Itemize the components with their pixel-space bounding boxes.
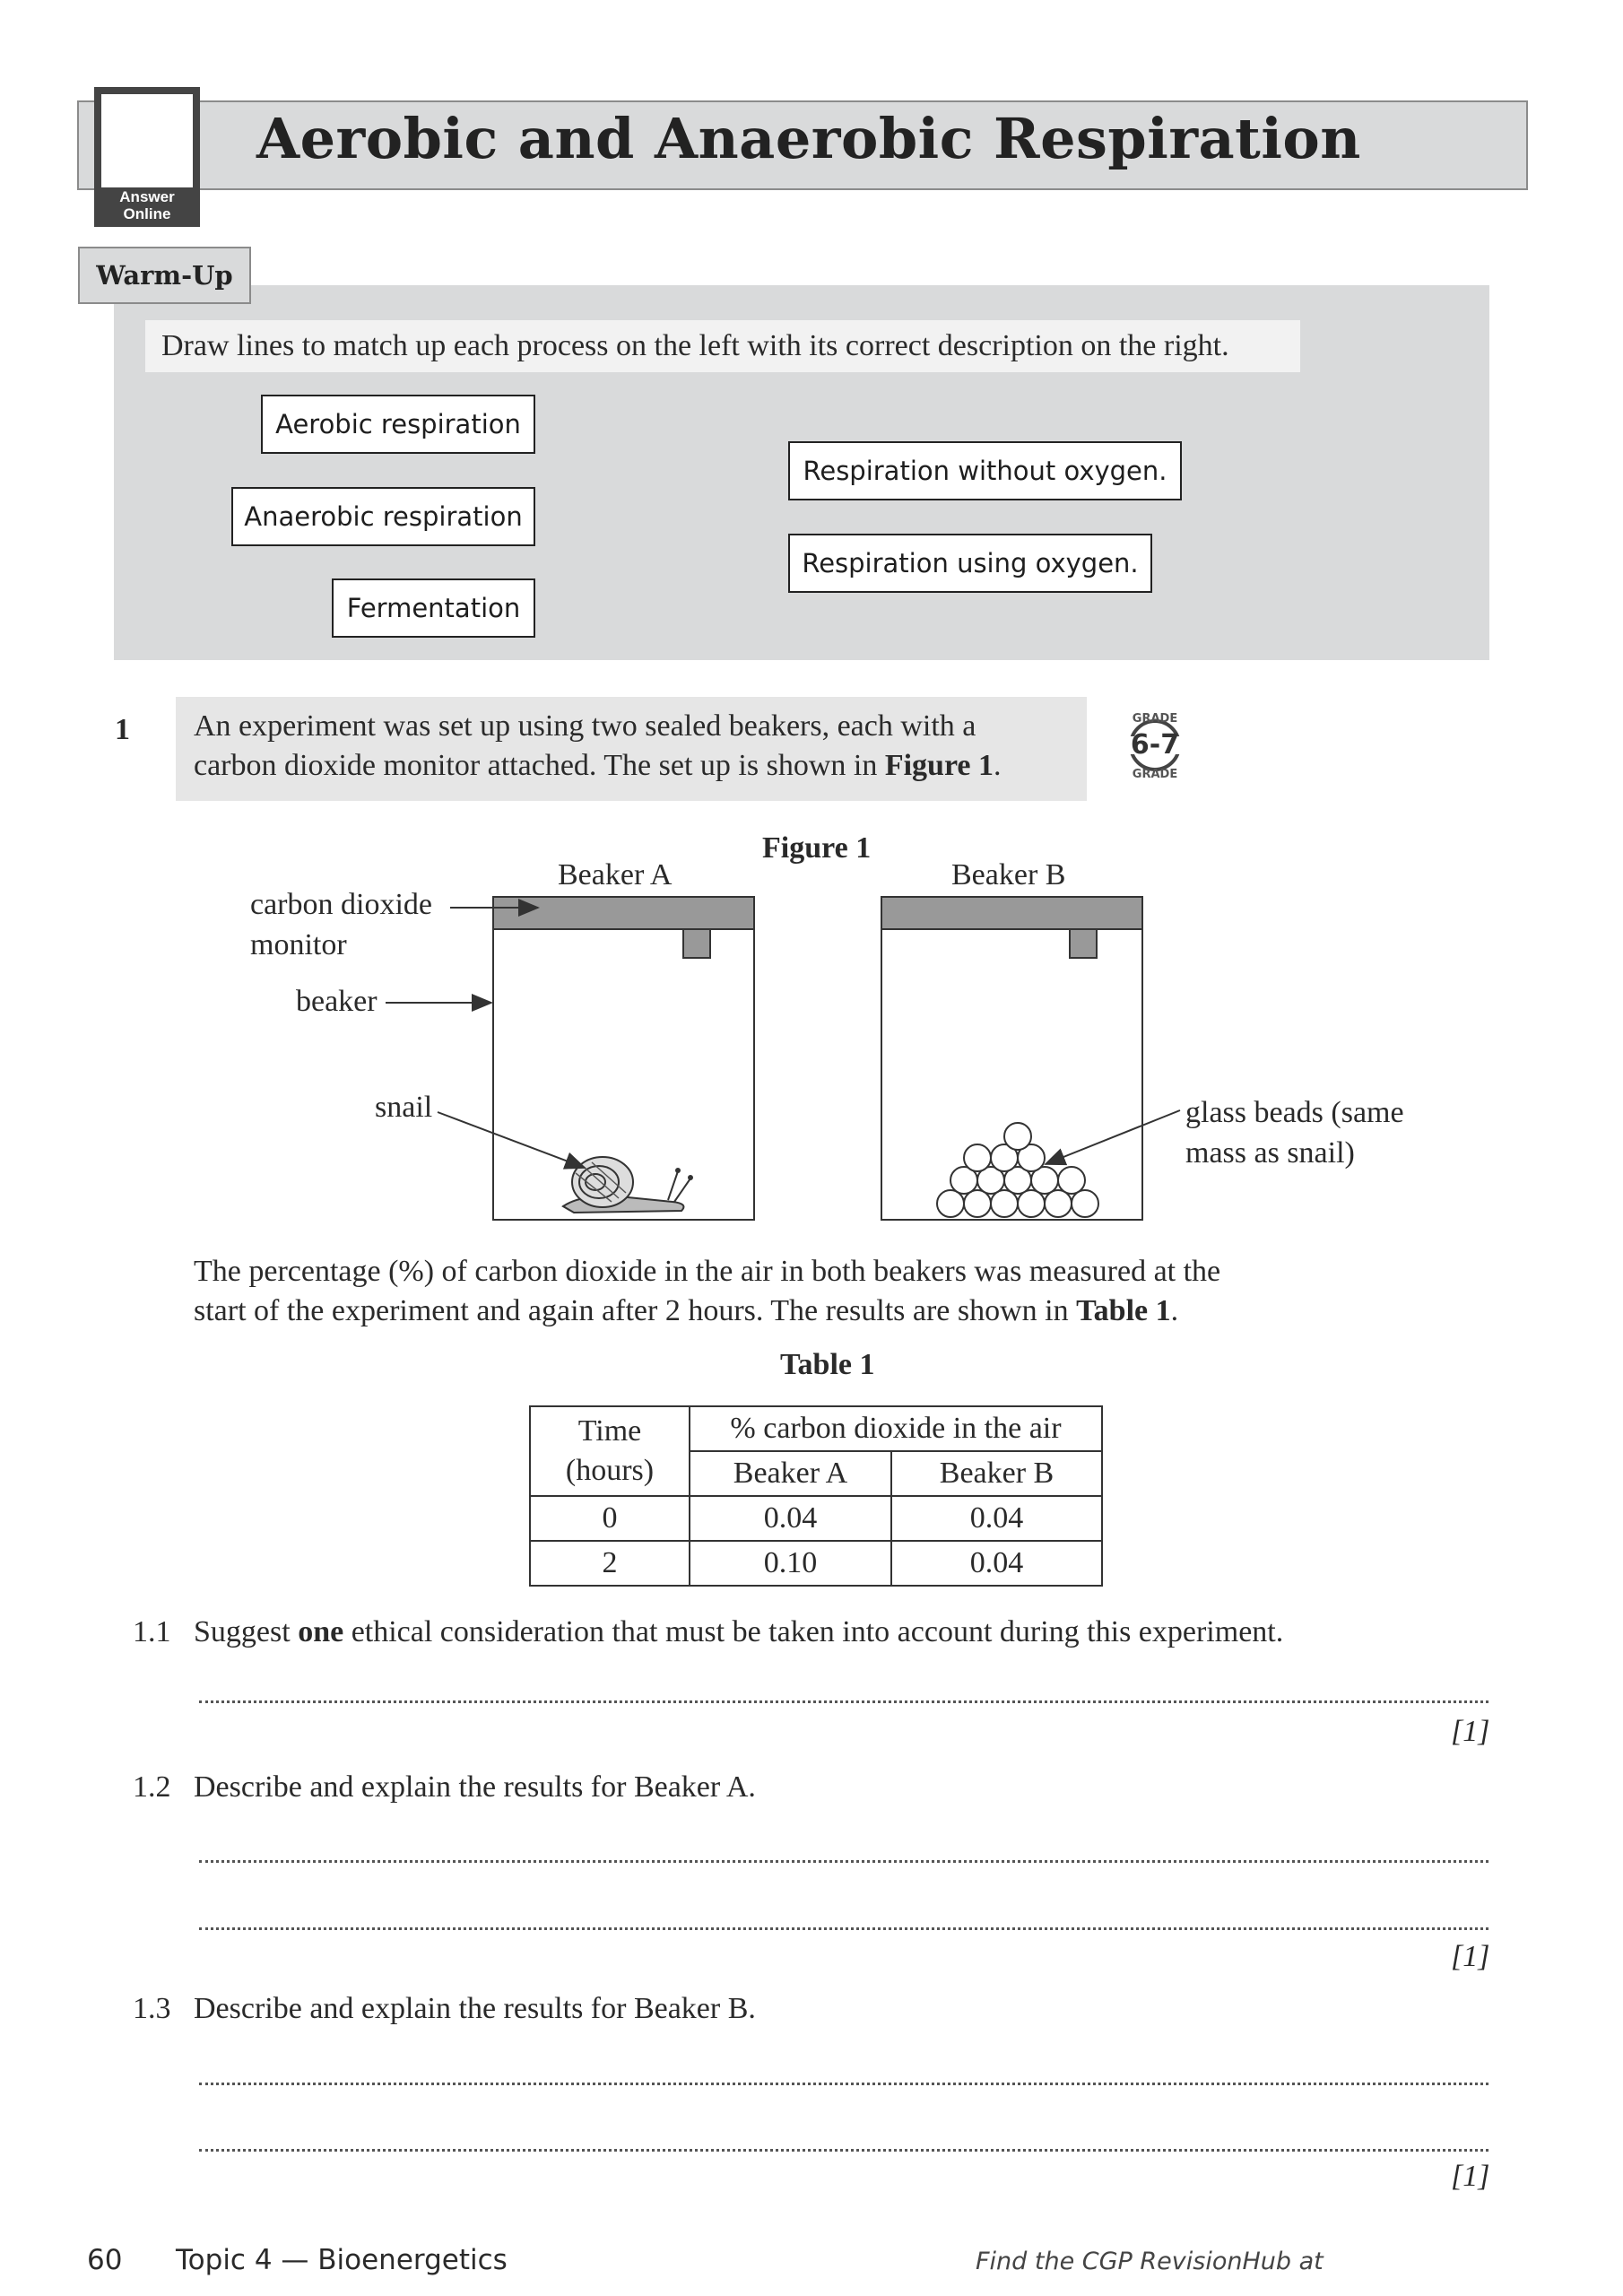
beaker-label: beaker [296, 985, 378, 1018]
results-table [529, 1405, 1103, 1587]
table-row: 2 0.10 0.04 [530, 1541, 1102, 1586]
answer-online-label: Answer Online [119, 188, 175, 222]
col-header-beaker-b: Beaker B [891, 1451, 1102, 1496]
glass-beads-label-line1: glass beads (same [1185, 1096, 1404, 1129]
mark-1-1: [1] [1451, 1715, 1490, 1748]
answer-line-1-1[interactable] [199, 1700, 1488, 1703]
time-header: Time (hours) [530, 1406, 690, 1496]
monitor-label-line1: carbon dioxide [250, 888, 432, 921]
part-1-2-number: 1.2 [133, 1770, 171, 1804]
revisionhub-note: Find the CGP RevisionHub at [976, 2248, 1324, 2275]
answer-line-1-3a[interactable] [199, 2083, 1488, 2085]
beaker-b-label: Beaker B [951, 858, 1066, 891]
figure-title: Figure 1 [762, 831, 872, 865]
table-row: 0 0.04 0.04 [530, 1496, 1102, 1541]
svg-text:GRADE: GRADE [1132, 768, 1178, 781]
part-1-3-number: 1.3 [133, 1992, 171, 2025]
warmup-tab: Warm-Up [78, 247, 251, 304]
svg-text:6-7: 6-7 [1130, 729, 1180, 761]
match-process-anaerobic[interactable]: Anaerobic respiration [231, 487, 535, 546]
beaker-a-label: Beaker A [558, 858, 673, 891]
page-number: 60 [87, 2244, 123, 2276]
answer-line-1-2b[interactable] [199, 1927, 1488, 1930]
snail-label: snail [375, 1091, 433, 1124]
warmup-instruction: Draw lines to match up each process on the left with its correct description on the right. [145, 320, 1300, 372]
part-1-1-number: 1.1 [133, 1615, 171, 1648]
match-desc-without-oxygen[interactable]: Respiration without oxygen. [788, 441, 1182, 500]
part-1-1-prompt: Suggest one ethical consideration that must be taken into account during this experiment. [194, 1615, 1284, 1648]
glass-beads-label-line2: mass as snail) [1185, 1136, 1355, 1170]
co2-group-header: % carbon dioxide in the air [690, 1406, 1102, 1451]
col-header-beaker-a: Beaker A [690, 1451, 891, 1496]
monitor-label-line2: monitor [250, 928, 347, 961]
topic-label: Topic 4 — Bioenergetics [176, 2244, 508, 2276]
part-1-3-prompt: Describe and explain the results for Beaker B. [194, 1992, 756, 2025]
question-intro: An experiment was set up using two sealed beakers, each with a carbon dioxide monitor attached. The set up is shown in Figure 1. [194, 709, 1002, 782]
part-1-2-prompt: Describe and explain the results for Beaker A. [194, 1770, 756, 1804]
mark-1-3: [1] [1451, 2160, 1490, 2193]
results-paragraph: The percentage (%) of carbon dioxide in the air in both beakers was measured at the start of the experiment and again after 2 hours. The results are shown in Table 1. [194, 1255, 1221, 1327]
table-title: Table 1 [780, 1348, 875, 1381]
match-process-fermentation[interactable]: Fermentation [332, 578, 535, 638]
question-number: 1 [115, 713, 130, 746]
match-process-aerobic[interactable]: Aerobic respiration [261, 395, 535, 454]
page-title: Aerobic and Anaerobic Respiration [256, 106, 1361, 171]
answer-line-1-2a[interactable] [199, 1860, 1488, 1863]
mark-1-2: [1] [1451, 1940, 1490, 1973]
svg-text:GRADE: GRADE [1132, 712, 1178, 726]
match-desc-using-oxygen[interactable]: Respiration using oxygen. [788, 534, 1152, 593]
answer-line-1-3b[interactable] [199, 2149, 1488, 2152]
